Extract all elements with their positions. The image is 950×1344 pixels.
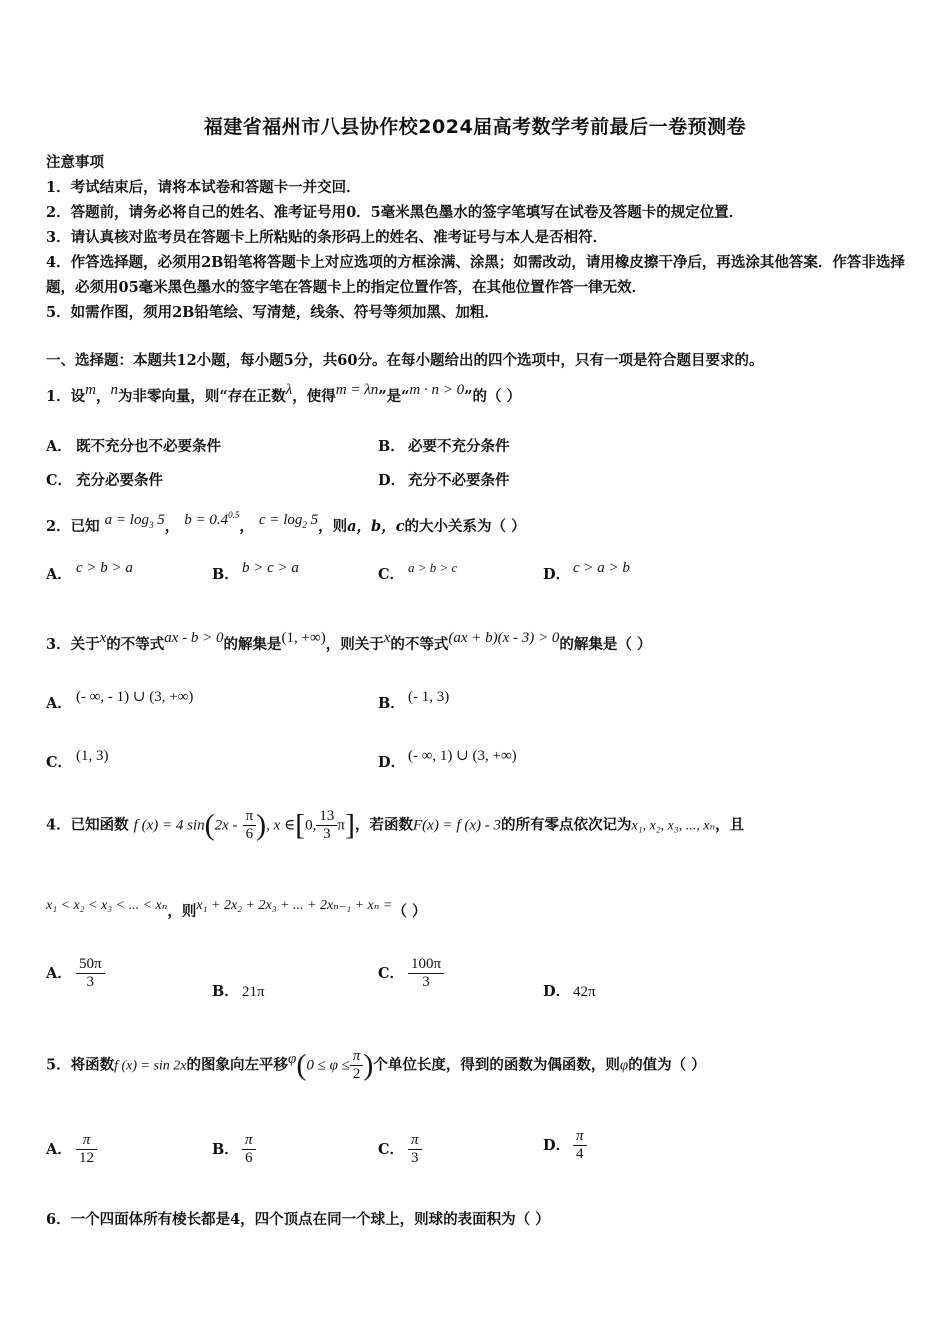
q1-option-d[interactable]: D． 充分不必要条件 <box>378 472 510 489</box>
q3-option-a[interactable]: A． (- ∞, - 1) ∪ (3, +∞) <box>46 689 194 712</box>
q3-option-c[interactable]: C． (1, 3) <box>46 748 109 771</box>
question-3: 3．关于x的不等式ax - b > 0的解集是(1, +∞)，则关于x的不等式(ax + b)(x - 3) > 0的解集是（ ） <box>46 630 652 653</box>
notice-item: 3．请认真核对监考员在答题卡上所粘贴的条形码上的姓名、准考证号与本人是否相符． <box>46 229 608 246</box>
notice-item: 1．考试结束后，请将本试卷和答题卡一并交回． <box>46 179 361 196</box>
q1-option-b[interactable]: B． 必要不充分条件 <box>378 438 510 455</box>
q3-option-d[interactable]: D． (- ∞, 1) ∪ (3, +∞) <box>378 748 517 771</box>
question-5: 5．将函数f (x) = sin 2x的图象向左平移φ(0 ≤ φ ≤ $\frac{\pi}{2}$ )个单位长度，得到的函数为偶函数，则φ的值为（ ） <box>46 1048 706 1082</box>
notice-heading: 注意事项 <box>46 154 104 171</box>
q2-option-b[interactable]: B． b > c > a <box>212 560 299 583</box>
question-2: 2．已知 $a = \log_3 5$， $b = 0.4^{0.5}$， $c = \log_2 5$，则a，b，c的大小关系为（ ） <box>46 510 526 535</box>
q4-option-d[interactable]: D． 42π <box>543 983 596 1000</box>
q5-option-b[interactable]: B． $\frac{\pi}{6}$ <box>212 1132 256 1167</box>
q2-option-c[interactable]: C． a > b > c <box>378 560 458 583</box>
q5-option-c[interactable]: C． $\frac{\pi}{3}$ <box>378 1132 422 1167</box>
q1-option-c[interactable]: C． 充分必要条件 <box>46 472 163 489</box>
q2-option-a[interactable]: A． c > b > a <box>46 560 133 583</box>
q5-option-d[interactable]: D． $\frac{\pi}{4}$ <box>543 1128 587 1163</box>
q4-option-c[interactable]: C． $\frac{100\pi}{3}$ <box>378 956 444 991</box>
notice-item: 2．答题前，请务必将自己的姓名、准考证号用0．5毫米黑色墨水的签字笔填写在试卷及答题卡的规定位置． <box>46 204 744 221</box>
q5-option-a[interactable]: A． $\frac{\pi}{12}$ <box>46 1132 97 1167</box>
question-4: 4．已知函数 f (x) = 4 sin(2x - $\frac{\pi}{6}$ ), x ∈[0, $\frac{13}{3}$ π]，若函数F(x) = f (x) - 3的所有零点依次记为x₁, x₂, x₃, ..., xₙ，且 <box>46 808 745 842</box>
notice-list <box>46 175 908 325</box>
section-heading: 一、选择题：本题共12小题，每小题5分，共60分。在每小题给出的四个选项中，只有一项是符合题目要求的。 <box>46 352 764 369</box>
question-6: 6．一个四面体所有棱长都是4，四个顶点在同一个球上，则球的表面积为（ ） <box>46 1211 550 1228</box>
q3-option-b[interactable]: B． (- 1, 3) <box>378 689 450 712</box>
question-4-line-2: x₁ < x₂ < x₃ < ... < xₙ，则x₁ + 2x₂ + 2x₃ + ... + 2xₙ₋₁ + xₙ =（ ） <box>46 898 427 920</box>
q4-option-a[interactable]: A． $\frac{50\pi}{3}$ <box>46 956 105 991</box>
q2-option-d[interactable]: D． c > a > b <box>543 560 630 583</box>
q4-option-b[interactable]: B． 21π <box>212 983 265 1000</box>
document-title: 福建省福州市八县协作校2024届高考数学考前最后一卷预测卷 <box>203 116 747 138</box>
notice-item: 5．如需作图，须用2B铅笔绘、写清楚，线条、符号等须加黑、加粗． <box>46 304 499 321</box>
question-1: 1．设m，n为非零向量，则“存在正数λ，使得m = λn”是“m · n > 0”的（ ） <box>46 382 522 405</box>
q1-option-a[interactable]: A． 既不充分也不必要条件 <box>46 438 221 455</box>
notice-item: 4．作答选择题，必须用2B铅笔将答题卡上对应选项的方框涂满、涂黑；如需改动，请用橡皮擦干净后，再选涂其他答案．作答非选择题，必须用05毫米黑色墨水的签字笔在答题卡上的指定位置作答，在其他位置作答一律无效． <box>46 254 905 296</box>
